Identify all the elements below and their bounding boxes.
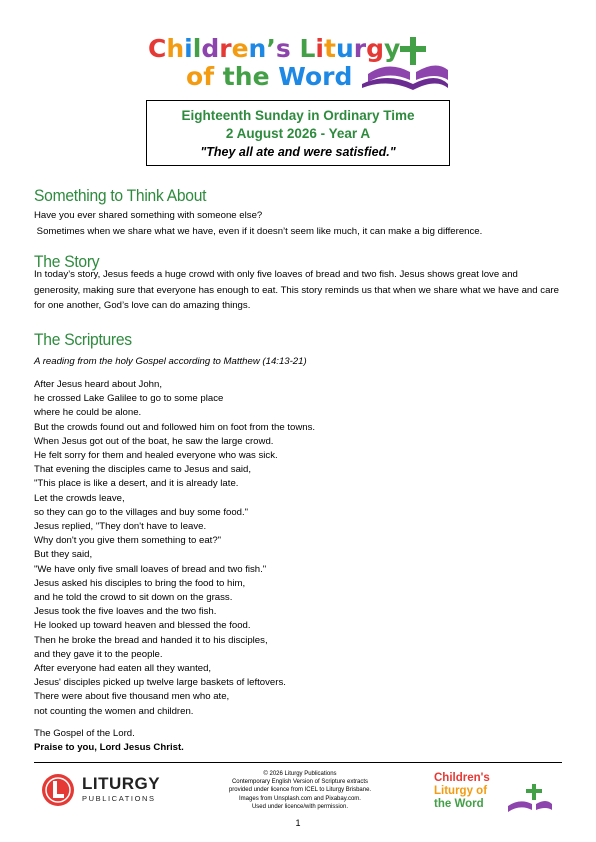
reading-line: and he told the crowd to sit down on the grass. — [34, 592, 233, 604]
reading-line: Jesus took the five loaves and the two fish. — [34, 606, 217, 618]
heading-scriptures: The Scriptures — [34, 330, 132, 349]
gospel-reading — [34, 378, 315, 755]
think-line-1: Have you ever shared something with someone else? — [34, 210, 263, 221]
story-text: In today’s story, Jesus feeds a huge crowd with only five loaves of bread and two fish. Jesus shows great love and generosity, making sure that everyone has enough to eat. This story reminds us that when we share what we have and care for one another, God’s love can do amazing things. — [34, 269, 559, 311]
reading-line: so they can go to the villages and buy some food." — [34, 506, 249, 518]
reading-line: But the crowds found out and followed him on foot from the towns. — [34, 421, 316, 433]
think-line-2: Sometimes when we share what we have, even if it doesn’t seem like much, it can make a big difference. — [34, 225, 483, 237]
logo-line-2: of the Word — [186, 62, 353, 91]
publisher-name: LITURGY — [82, 774, 161, 793]
footer-divider — [34, 762, 562, 763]
gospel-response: Praise to you, Lord Jesus Christ. — [34, 742, 184, 754]
liturgy-l-icon — [40, 772, 76, 808]
page-number: 1 — [295, 818, 301, 828]
open-book-cross-icon — [358, 34, 448, 94]
think-text — [34, 208, 564, 239]
credit-line: Images from Unsplash.com and Pixabay.com. — [239, 795, 361, 802]
reading-line: where he could be alone. — [34, 407, 142, 419]
reading-line: "We have only five small loaves of bread and two fish." — [34, 563, 267, 575]
reading-line: Let the crowds leave, — [34, 492, 125, 504]
reading-line: he crossed Lake Galilee to go to some place — [34, 393, 224, 405]
logo-line-1: Children’s Liturgy — [148, 34, 401, 63]
publisher-subtitle: PUBLICATIONS — [82, 794, 156, 803]
heading-story: The Story — [34, 252, 100, 271]
small-childrens-liturgy-logo: Children's Liturgy of the Word — [434, 772, 554, 816]
reading-line: Jesus' disciples picked up twelve large baskets of leftovers. — [34, 677, 286, 689]
reading-line: "This place is like a desert, and it is already late. — [34, 478, 239, 490]
liturgy-publications-logo — [40, 772, 170, 808]
date-line: 2 August 2026 - Year A — [225, 126, 371, 141]
small-book-cross-icon — [504, 784, 552, 816]
reading-line: Why don't you give them something to eat?" — [34, 535, 222, 547]
credit-line: © 2026 Liturgy Publications — [263, 771, 337, 777]
reading-line: and they gave it to the people. — [34, 648, 163, 660]
title-box — [146, 100, 450, 166]
childrens-liturgy-logo — [148, 34, 448, 94]
reading-line: After Jesus heard about John, — [34, 379, 162, 390]
reading-line: Jesus replied, "They don't have to leave. — [34, 521, 207, 533]
reading-line: not counting the women and children. — [34, 705, 194, 717]
reading-intro: A reading from the holy Gospel according to Matthew (14:13-21) — [34, 356, 307, 367]
sunday-title: Eighteenth Sunday in Ordinary Time — [181, 108, 415, 123]
reading-line: He looked up toward heaven and blessed the food. — [34, 620, 251, 632]
theme-quote: "They all ate and were satisfied." — [200, 145, 396, 159]
gospel-closing: The Gospel of the Lord. — [34, 727, 135, 739]
reading-line: After everyone had eaten all they wanted, — [34, 663, 212, 675]
heading-think: Something to Think About — [34, 186, 207, 205]
credit-line: Used under licence/with permission. — [251, 803, 349, 810]
reading-line: When Jesus got out of the boat, he saw the large crowd. — [34, 435, 274, 447]
credit-line: provided under licence from ICEL to Liturgy Brisbane. — [228, 787, 372, 794]
reading-line: There were about five thousand men who ate, — [34, 691, 230, 703]
reading-line: Then he broke the bread and handed it to his disciples, — [34, 634, 268, 646]
reading-line: Jesus asked his disciples to bring the food to him, — [34, 577, 246, 589]
credit-line: Contemporary English Version of Scripture extracts — [231, 779, 369, 786]
reading-line: That evening the disciples came to Jesus and said, — [34, 464, 252, 476]
reading-line: But they said, — [34, 549, 93, 561]
reading-line: He felt sorry for them and healed everyone who was sick. — [34, 450, 278, 462]
footer-credits — [210, 770, 390, 811]
